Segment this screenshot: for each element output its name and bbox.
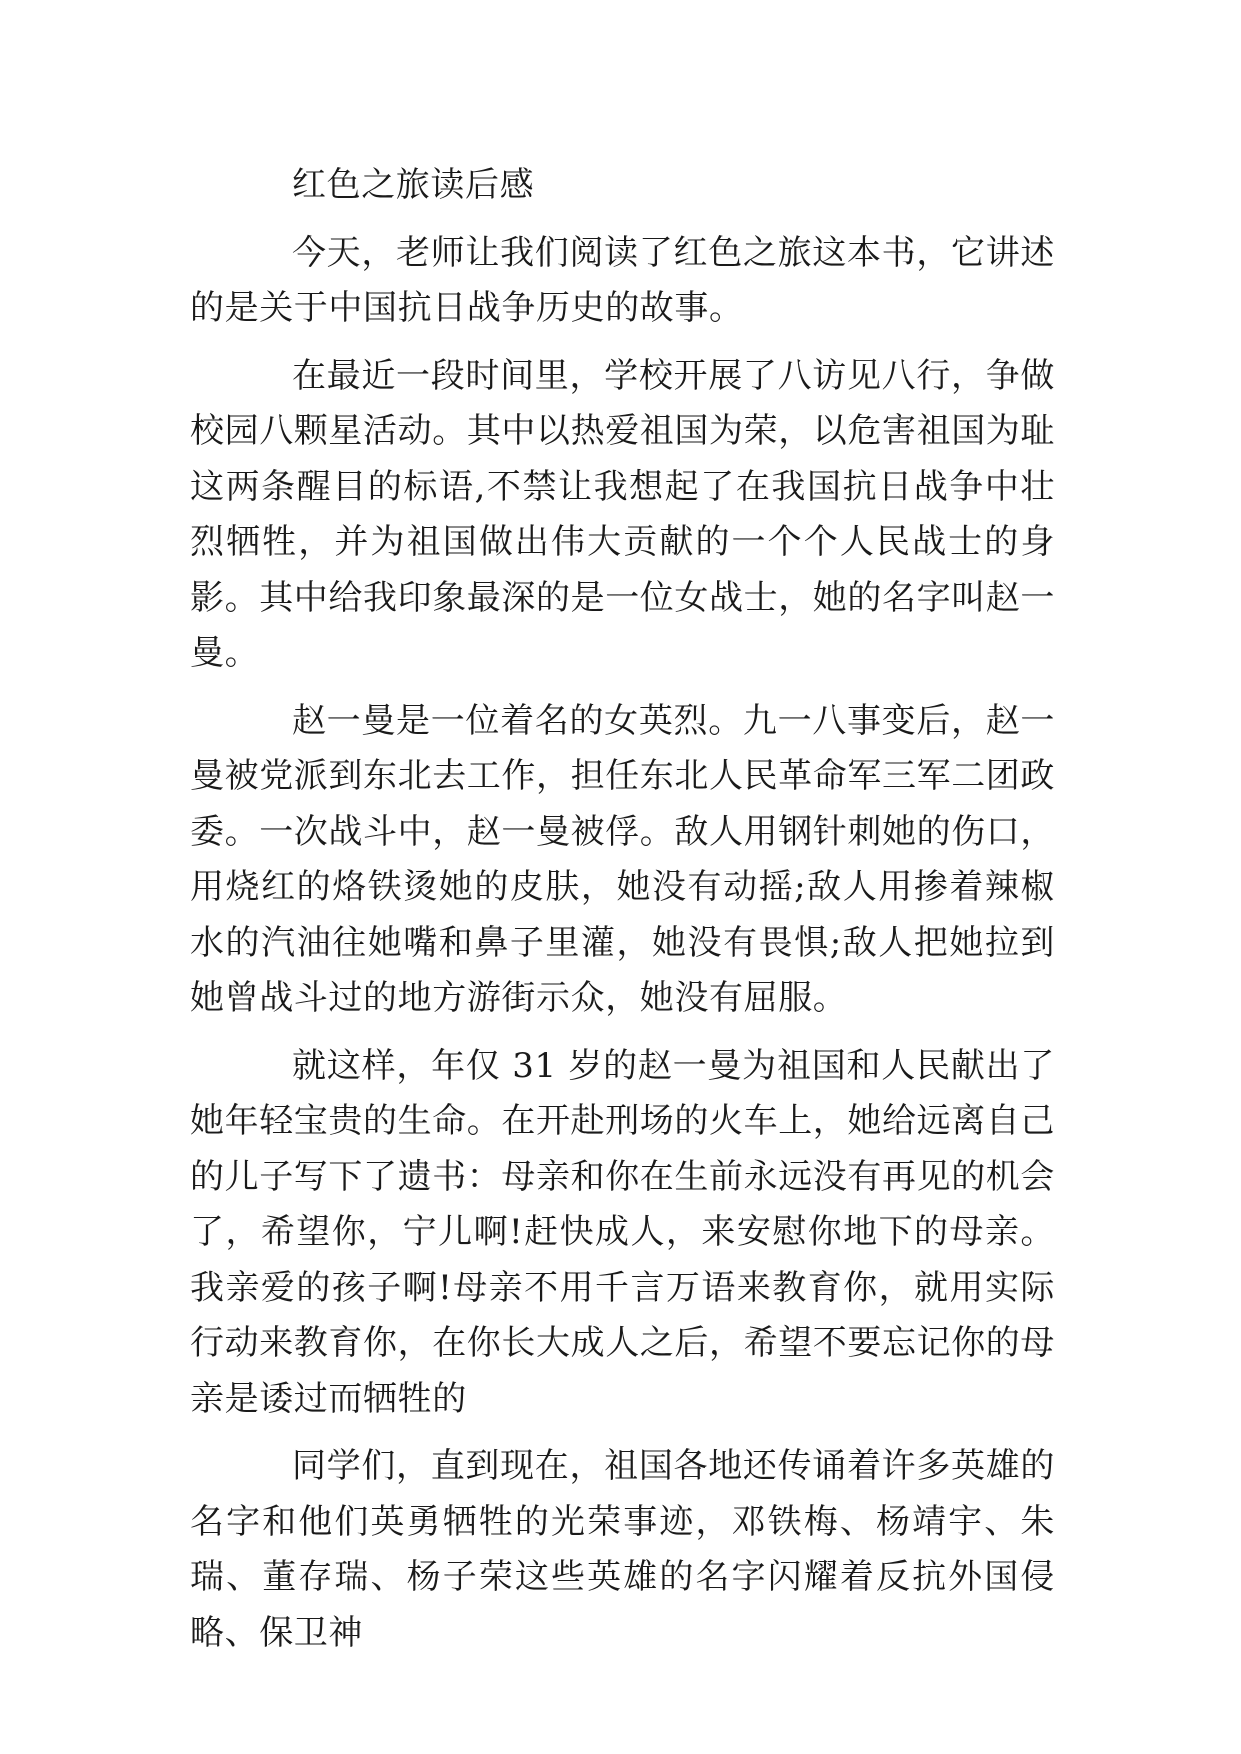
paragraph-intro: 今天，老师让我们阅读了红色之旅这本书，它讲述的是关于中国抗日战争历史的故事。 — [190, 232, 1055, 328]
paragraph-heroes: 同学们，直到现在，祖国各地还传诵着许多英雄的名字和他们英勇牺牲的光荣事迹，邓铁梅、杨靖宇、朱瑞、董存瑞、杨子荣这些英雄的名字闪耀着反抗外国侵略、保卫神 — [190, 1446, 1055, 1653]
paragraph-school-activity: 在最近一段时间里，学校开展了八访见八行，争做校园八颗星活动。其中以热爱祖国为荣，以危害祖国为耻这两条醒目的标语,不禁让我想起了在我国抗日战争中壮烈牺牲，并为祖国做出伟大贡献的一个个人民战士的身影。其中给我印象最深的是一位女战士，她的名字叫赵一曼。 — [190, 355, 1055, 673]
paragraph-zhao-yiman: 赵一曼是一位着名的女英烈。九一八事变后，赵一曼被党派到东北去工作，担任东北人民革命军三军二团政委。一次战斗中，赵一曼被俘。敌人用钢针刺她的伤口，用烧红的烙铁烫她的皮肤，她没有动摇;敌人用掺着辣椒水的汽油往她嘴和鼻子里灌，她没有畏惧;敌人把她拉到她曾战斗过的地方游街示众，她没有屈服。 — [190, 700, 1055, 1018]
paragraph-sacrifice: 就这样，年仅 31 岁的赵一曼为祖国和人民献出了她年轻宝贵的生命。在开赴刑场的火车上，她给远离自己的儿子写下了遗书：母亲和你在生前永远没有再见的机会了，希望你，宁儿啊!赶快成人，来安慰你地下的母亲。我亲爱的孩子啊!母亲不用千言万语来教育你，就用实际行动来教育你，在你长大成人之后，希望不要忘记你的母亲是诿过而牺牲的 — [190, 1045, 1055, 1419]
document-body — [190, 158, 1055, 1661]
document-title: 红色之旅读后感 — [292, 165, 535, 205]
